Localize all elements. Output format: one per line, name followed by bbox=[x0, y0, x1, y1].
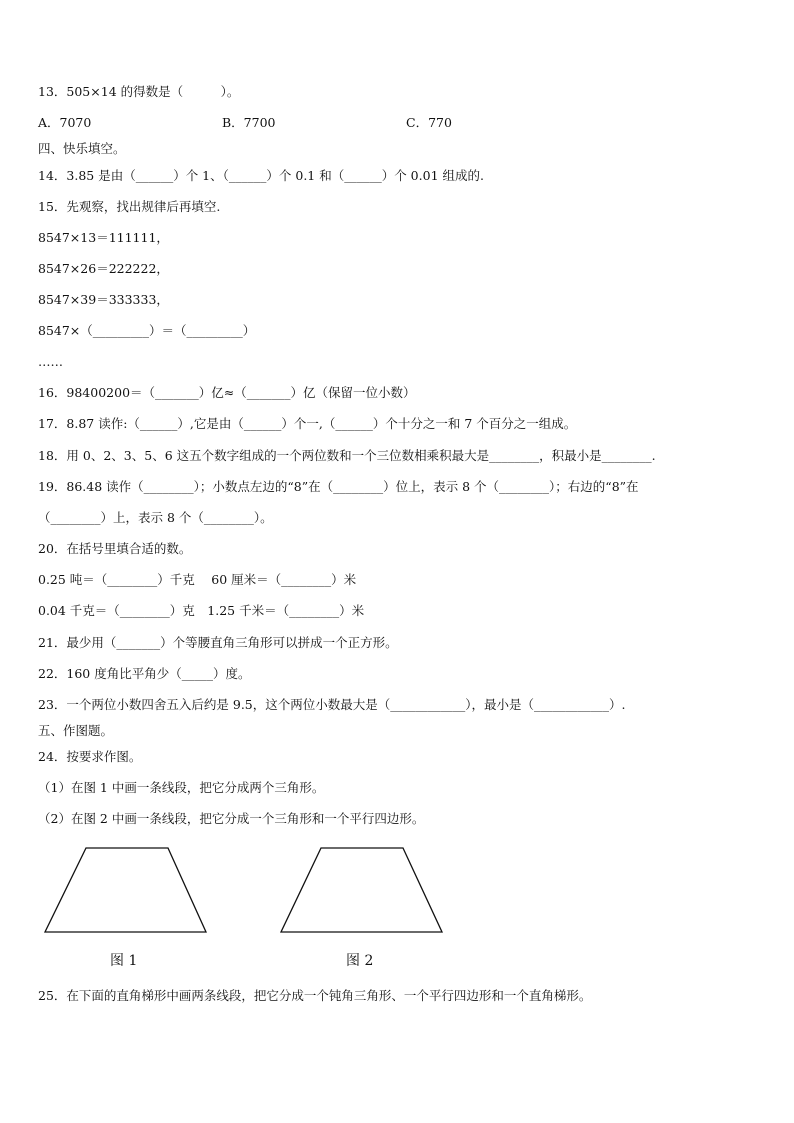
question-21: 21．最少用（_______）个等腰直角三角形可以拼成一个正方形。 bbox=[38, 635, 398, 650]
question-15-line-4: 8547×（_________）＝（_________） bbox=[38, 323, 256, 338]
question-18: 18．用 0、2、3、5、6 这五个数字组成的一个两位数和一个三位数相乘积最大是________，积最小是________. bbox=[38, 448, 656, 463]
question-13-option-b: B．7700 bbox=[222, 115, 276, 130]
question-13-stem: 13．505×14 的得数是（ ）。 bbox=[38, 84, 240, 99]
figure-2-trapezoid bbox=[276, 843, 448, 937]
figure-2-label: 图 2 bbox=[346, 953, 374, 969]
question-15-line-1: 8547×13＝111111， bbox=[38, 230, 169, 245]
question-25: 25．在下面的直角梯形中画两条线段，把它分成一个钝角三角形、一个平行四边形和一个直角梯形。 bbox=[38, 988, 592, 1003]
question-23: 23．一个两位小数四舍五入后约是 9.5，这个两位小数最大是（____________），最小是（____________）. bbox=[38, 697, 626, 712]
question-13-option-a: A．7070 bbox=[38, 115, 92, 130]
question-13-option-c: C．770 bbox=[406, 115, 452, 130]
question-17: 17．8.87 读作:（______）,它是由（______）个一,（______）个十分之一和 7 个百分之一组成。 bbox=[38, 416, 577, 431]
question-24-sub-1: （1）在图 1 中画一条线段，把它分成两个三角形。 bbox=[38, 780, 325, 795]
question-20-row-2: 0.04 千克＝（________）克 1.25 千米＝（________）米 bbox=[38, 603, 365, 618]
question-15-stem: 15．先观察，找出规律后再填空. bbox=[38, 199, 221, 214]
figure-1-trapezoid bbox=[40, 843, 212, 937]
question-20-row-1: 0.25 吨＝（________）千克 60 厘米＝（________）米 bbox=[38, 572, 357, 587]
section-4-heading: 四、快乐填空。 bbox=[38, 141, 126, 156]
question-20-stem: 20．在括号里填合适的数。 bbox=[38, 541, 192, 556]
question-16: 16．98400200＝（_______）亿≈（_______）亿（保留一位小数） bbox=[38, 385, 416, 400]
question-24-sub-2: （2）在图 2 中画一条线段，把它分成一个三角形和一个平行四边形。 bbox=[38, 811, 425, 826]
question-19-line-1: 19．86.48 读作（________）；小数点左边的“8”在（________）位上，表示 8 个（________）；右边的“8”在 bbox=[38, 479, 639, 494]
question-22: 22．160 度角比平角少（_____）度。 bbox=[38, 666, 251, 681]
question-19-line-2: （________）上，表示 8 个（________）。 bbox=[38, 510, 273, 525]
question-15-line-2: 8547×26＝222222， bbox=[38, 261, 169, 276]
question-15-line-3: 8547×39＝333333， bbox=[38, 292, 169, 307]
section-5-heading: 五、作图题。 bbox=[38, 723, 114, 738]
question-14: 14．3.85 是由（______）个 1、（______）个 0.1 和（______）个 0.01 组成的. bbox=[38, 168, 484, 183]
figure-1-label: 图 1 bbox=[110, 953, 138, 969]
question-24-stem: 24．按要求作图。 bbox=[38, 749, 142, 764]
question-15-line-5: …… bbox=[38, 354, 63, 369]
